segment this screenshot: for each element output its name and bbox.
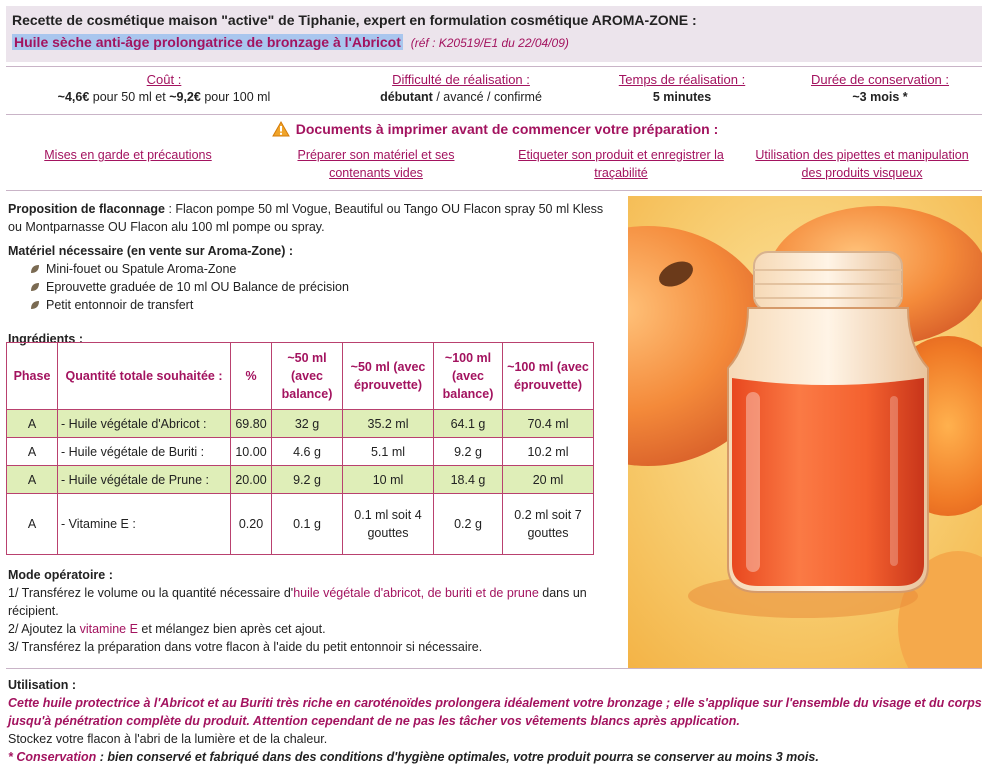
divider — [6, 114, 982, 115]
conservation-value: ~3 mois * — [852, 90, 908, 104]
step-3: 3/ Transférez la préparation dans votre flacon à l'aide du petit entonnoir si nécessaire. — [8, 640, 483, 654]
ingredients-label: Ingrédients : — [8, 332, 84, 346]
leaf-bullet-icon — [30, 264, 40, 274]
link-pipettes-usage[interactable]: Utilisation des pipettes et manipulation des produits visqueux — [755, 148, 969, 180]
col-ingredient: Quantité totale souhaitée : — [58, 343, 231, 410]
flaconnage-text: : Flacon pompe 50 ml Vogue, Beautiful ou Tango OU Flacon spray 50 ml Kless ou Montparnasse OU Flacon alu 100 ml pompe ou spray. — [8, 202, 604, 234]
materiel-list — [8, 260, 620, 314]
conservation-note: * Conservation : bien conservé et fabriqué dans des conditions d'hygiène optimales, votre produit pourra se conserver au moins 3 mois. — [8, 750, 819, 764]
recipe-intro — [8, 200, 620, 348]
list-item: Eprouvette graduée de 10 ml OU Balance de précision — [30, 278, 620, 296]
mode-label: Mode opératoire : — [8, 568, 113, 582]
time-value: 5 minutes — [652, 90, 712, 104]
divider — [6, 668, 982, 669]
recipe-title: Huile sèche anti-âge prolongatrice de bronzage à l'Abricot — [14, 34, 401, 50]
leaf-bullet-icon — [30, 300, 40, 310]
cost-50: ~4,6€ — [57, 90, 90, 104]
utilisation-label: Utilisation : — [8, 678, 77, 692]
list-item: Mini-fouet ou Spatule Aroma-Zone — [30, 260, 620, 278]
storage-advice: Stockez votre flacon à l'abri de la lumière et de la chaleur. — [8, 732, 328, 746]
divider — [6, 190, 982, 191]
list-item: Petit entonnoir de transfert — [30, 296, 620, 314]
apricot-oil-photo — [628, 196, 982, 668]
divider — [6, 66, 982, 67]
difficulty-selected: débutant — [380, 90, 433, 104]
col-50-balance: ~50 ml (avec balance) — [272, 343, 343, 410]
recipe-meta — [6, 72, 982, 112]
conservation-block — [782, 72, 978, 104]
difficulty-block: Difficulté de réalisation : débutant / avancé / confirmé — [336, 72, 586, 104]
utilisation-description: Cette huile protectrice à l'Abricot et au Buriti très riche en caroténoïdes prolongera idéalement votre bronzage ; elle s'applique sur l'ensemble du visage et du corps jusqu'à pénétration complète du produit. Attention cependant de ne pas les tâcher vos vêtements blancs après application. — [8, 696, 982, 728]
cost-label[interactable]: Coût : — [146, 72, 182, 87]
link-warnings-precautions[interactable]: Mises en garde et précautions — [44, 148, 212, 162]
table-header-row — [7, 343, 594, 410]
recipe-header — [6, 6, 982, 62]
flaconnage-paragraph — [8, 200, 620, 236]
time-block — [598, 72, 766, 104]
warning-icon — [272, 121, 290, 137]
recipe-reference: (réf : K20519/E1 du 22/04/09) — [410, 36, 569, 50]
documents-links — [6, 146, 982, 184]
difficulty-label[interactable]: Difficulté de réalisation : — [392, 72, 530, 87]
col-phase: Phase — [7, 343, 58, 410]
table-row: A - Huile végétale de Buriti : 10.00 4.6 g 5.1 ml 9.2 g 10.2 ml — [7, 438, 594, 466]
cost-block: Coût : ~4,6€ pour 50 ml et ~9,2€ pour 100 ml — [6, 72, 322, 104]
conservation-label[interactable]: Durée de conservation : — [810, 72, 950, 87]
link-label-traceability[interactable]: Etiqueter son produit et enregistrer la traçabilité — [518, 148, 724, 180]
table-row: A - Vitamine E : 0.20 0.1 g 0.1 ml soit 4 gouttes 0.2 g 0.2 ml soit 7 gouttes — [7, 494, 594, 555]
col-50-eprouvette: ~50 ml (avec éprouvette) — [343, 343, 434, 410]
leaf-bullet-icon — [30, 282, 40, 292]
utilisation-section — [8, 676, 984, 766]
table-row: A - Huile végétale d'Abricot : 69.80 32 g 35.2 ml 64.1 g 70.4 ml — [7, 410, 594, 438]
flaconnage-label: Proposition de flaconnage — [8, 202, 165, 216]
materiel-label: Matériel nécessaire (en vente sur Aroma-Zone) : — [8, 244, 294, 258]
ingredients-table — [6, 342, 594, 555]
step-1: 1/ Transférez le volume ou la quantité nécessaire d'huile végétale d'abricot, de buriti et de prune dans un récipient. — [8, 586, 587, 618]
documents-section-title: Documents à imprimer avant de commencer votre préparation : — [0, 121, 990, 137]
mode-operatoire — [8, 566, 620, 656]
col-100-eprouvette: ~100 ml (avec éprouvette) — [503, 343, 594, 410]
step-2: 2/ Ajoutez la vitamine E et mélangez bien après cet ajout. — [8, 622, 326, 636]
time-label[interactable]: Temps de réalisation : — [618, 72, 746, 87]
header-intro: Recette de cosmétique maison "active" de Tiphanie, expert en formulation cosmétique AROMA-ZONE : — [12, 12, 697, 28]
col-100-balance: ~100 ml (avec balance) — [434, 343, 503, 410]
link-prepare-equipment[interactable]: Préparer son matériel et ses contenants vides — [297, 148, 455, 180]
cost-100: ~9,2€ — [169, 90, 201, 104]
col-percent: % — [231, 343, 272, 410]
table-row: A - Huile végétale de Prune : 20.00 9.2 g 10 ml 18.4 g 20 ml — [7, 466, 594, 494]
